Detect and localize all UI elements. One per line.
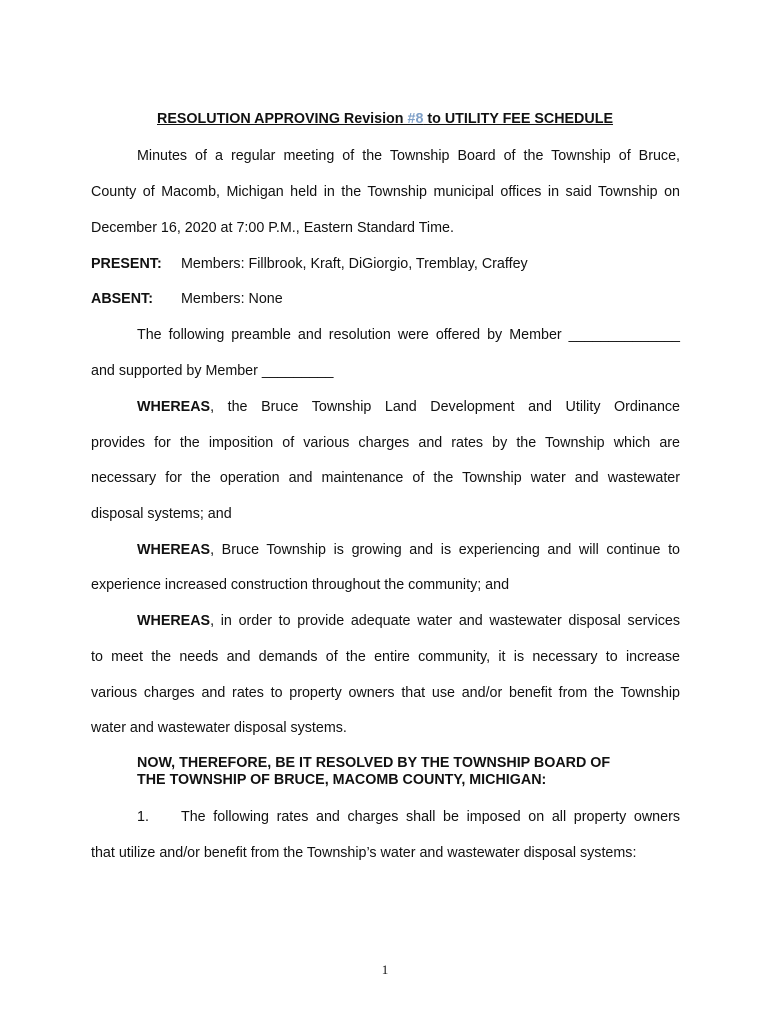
present-label: PRESENT: bbox=[91, 256, 162, 272]
minutes-line-2: County of Macomb, Michigan held in the Township municipal offices in said Township on bbox=[91, 184, 680, 200]
item-1-line-1: 1. The following rates and charges shall be imposed on all property owners bbox=[137, 809, 680, 825]
whereas-1-line-1: WHEREAS, the Bruce Township Land Development and Utility Ordinance bbox=[137, 399, 680, 415]
whereas-3-line-4: water and wastewater disposal systems. bbox=[91, 720, 347, 736]
whereas-1-line-3: necessary for the operation and maintenance of the Township water and wastewater bbox=[91, 470, 680, 486]
preamble-line-1: The following preamble and resolution were offered by Member ______________ bbox=[137, 327, 680, 343]
item-number: 1. bbox=[137, 809, 149, 825]
minutes-line-1: Minutes of a regular meeting of the Township Board of the Township of Bruce, bbox=[137, 148, 680, 164]
preamble-line-2: and supported by Member _________ bbox=[91, 363, 334, 379]
present-members: Members: Fillbrook, Kraft, DiGiorgio, Tremblay, Craffey bbox=[181, 256, 528, 272]
whereas-3-line-1: WHEREAS, in order to provide adequate water and wastewater disposal services bbox=[137, 613, 680, 629]
whereas-2-line-1: WHEREAS, Bruce Township is growing and is experiencing and will continue to bbox=[137, 542, 680, 558]
minutes-line-3: December 16, 2020 at 7:00 P.M., Eastern Standard Time. bbox=[91, 220, 454, 236]
resolved-line-2: THE TOWNSHIP OF BRUCE, MACOMB COUNTY, MICHIGAN: bbox=[137, 772, 547, 788]
absent-label: ABSENT: bbox=[91, 291, 153, 307]
present-line bbox=[91, 255, 680, 273]
whereas-1-line-4: disposal systems; and bbox=[91, 506, 232, 522]
absent-members: Members: None bbox=[181, 291, 283, 307]
item-1-line-2: that utilize and/or benefit from the Township’s water and wastewater disposal systems: bbox=[91, 845, 637, 861]
whereas-1-line-2: provides for the imposition of various charges and rates by the Township which are bbox=[91, 435, 680, 451]
resolution-title: RESOLUTION APPROVING Revision #8 to UTILITY FEE SCHEDULE bbox=[157, 111, 613, 127]
whereas-2-line-2: experience increased construction throughout the community; and bbox=[91, 577, 510, 593]
whereas-3-line-2: to meet the needs and demands of the entire community, it is necessary to increase bbox=[91, 649, 680, 665]
page-number: 1 bbox=[381, 962, 389, 977]
absent-line bbox=[91, 290, 680, 308]
revision-number: #8 bbox=[407, 111, 424, 127]
whereas-3-line-3: various charges and rates to property owners that use and/or benefit from the Township bbox=[91, 685, 680, 701]
resolved-line-1: NOW, THEREFORE, BE IT RESOLVED BY THE TOWNSHIP BOARD OF bbox=[137, 755, 611, 771]
